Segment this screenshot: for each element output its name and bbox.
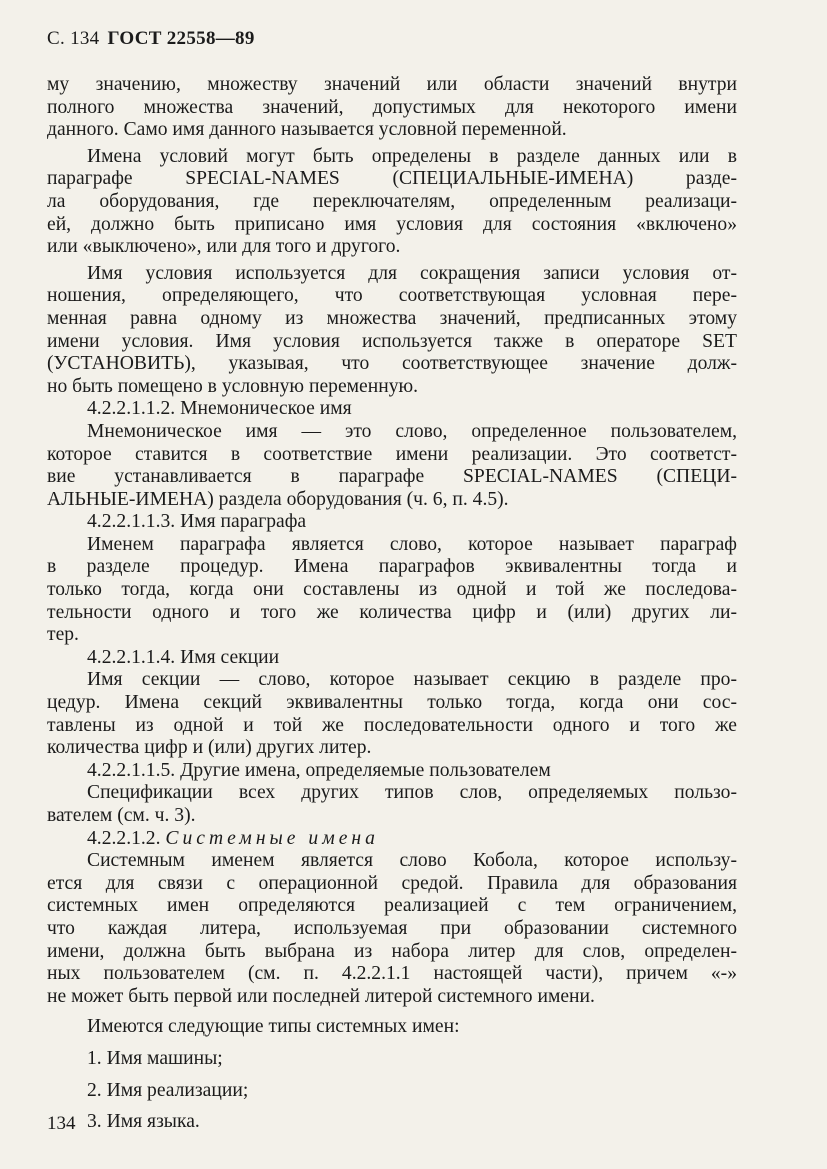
section-heading: 4.2.2.1.1.5. Другие имена, определяемые пользователем xyxy=(87,759,551,781)
text-line: (УСТАНОВИТЬ), указывая, что соответствующее значение долж- xyxy=(47,353,737,375)
text-line: цедур. Имена секций эквивалентны только тогда, когда они сос- xyxy=(47,692,737,714)
text-line: Имеются следующие типы системных имен: xyxy=(87,1016,460,1038)
text-line: тер. xyxy=(47,624,79,646)
text-line: Именем параграфа является слово, которое называет параграф xyxy=(87,533,737,555)
text-line: системных имен определяются реализацией с тем ограничением, xyxy=(47,895,737,917)
text-line: вателем (см. ч. 3). xyxy=(47,805,196,826)
standard-title: ГОСТ 22558—89 xyxy=(107,28,255,49)
text-line: имени, должна быть выбрана из набора литер для слов, определен- xyxy=(47,940,737,962)
text-line: тельности одного и того же количества цифр и (или) других ли- xyxy=(47,601,737,623)
list-item: 3. Имя языка. xyxy=(87,1111,200,1133)
text-line: полного множества значений, допустимых для некоторого имени xyxy=(47,96,737,118)
text-line: ется для связи с операционной средой. Правила для образования xyxy=(47,872,737,894)
section-number: 4.2.2.1.2. xyxy=(87,827,161,849)
page-number: 134 xyxy=(47,1113,76,1134)
text-line: ношения, определяющего, что соответствующая условная пере- xyxy=(47,285,737,307)
text-line: тавлены из одной и той же последовательности одного и того же xyxy=(47,714,737,736)
section-heading xyxy=(47,828,737,851)
text-line: Системным именем является слово Кобола, которое использу- xyxy=(87,850,737,872)
text-line: но быть помещено в условную переменную. xyxy=(47,375,419,397)
text-line: ей, должно быть приписано имя условия для состояния «включено» xyxy=(47,213,737,235)
section-heading: 4.2.2.1.1.4. Имя секции xyxy=(87,646,280,668)
text-line: данного. Само имя данного называется условной переменной. xyxy=(47,119,567,141)
page-header xyxy=(47,28,255,50)
section-title-spaced: Системные имена xyxy=(165,827,379,849)
page-reference: С. 134 xyxy=(47,28,100,49)
text-line: Имена условий могут быть определены в разделе данных или в xyxy=(87,145,737,167)
text-line: только тогда, когда они составлены из одной и той же последова- xyxy=(47,579,737,601)
text-line: ных пользователем (см. п. 4.2.2.1.1 настоящей части), причем «-» xyxy=(47,963,737,985)
text-line: вие устанавливается в параграфе SPECIAL-NAMES (СПЕЦИ- xyxy=(47,466,737,488)
text-line: не может быть первой или последней литерой системного имени. xyxy=(47,985,595,1007)
text-line: которое ставится в соответствие имени реализации. Это соответст- xyxy=(47,443,737,465)
list-item: 2. Имя реализации; xyxy=(87,1079,249,1101)
text-line: ла оборудования, где переключателям, определенным реализаци- xyxy=(47,190,737,212)
document-body xyxy=(47,74,737,1134)
text-line: или «выключено», или для того и другого. xyxy=(47,236,401,258)
list-item: 1. Имя машины; xyxy=(87,1047,223,1069)
text-line: в разделе процедур. Имена параграфов эквивалентны тогда и xyxy=(47,556,737,578)
text-line: что каждая литера, используемая при образовании системного xyxy=(47,917,737,939)
text-line: му значению, множеству значений или области значений внутри xyxy=(47,74,737,95)
section-heading: 4.2.2.1.1.2. Мнемоническое имя xyxy=(87,398,352,420)
text-line: параграфе SPECIAL-NAMES (СПЕЦИАЛЬНЫЕ-ИМЕНА) разде- xyxy=(47,168,737,190)
text-line: Мнемоническое имя — это слово, определенное пользователем, xyxy=(87,420,737,442)
text-line: АЛЬНЫЕ-ИМЕНА) раздела оборудования (ч. 6, п. 4.5). xyxy=(47,488,509,510)
text-line: имени условия. Имя условия используется также в операторе SET xyxy=(47,330,737,352)
text-line: количества цифр и (или) других литер. xyxy=(47,737,372,759)
text-line: менная равна одному из множества значений, предписанных этому xyxy=(47,307,737,329)
text-line: Имя секции — слово, которое называет секцию в разделе про- xyxy=(87,669,737,691)
text-line: Спецификации всех других типов слов, определяемых пользо- xyxy=(87,782,737,804)
section-heading: 4.2.2.1.1.3. Имя параграфа xyxy=(87,511,307,533)
text-line: Имя условия используется для сокращения записи условия от- xyxy=(87,262,737,284)
